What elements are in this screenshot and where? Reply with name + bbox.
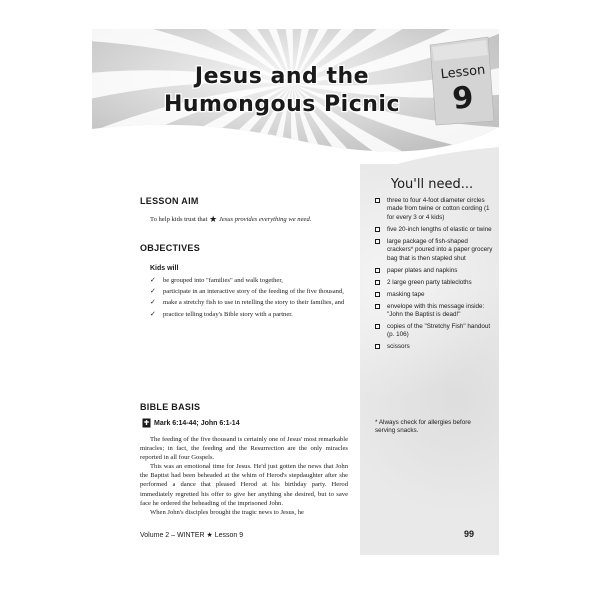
material-item [375,279,493,287]
material-text: scissors [387,343,410,351]
materials-list [375,197,493,355]
header-banner [92,29,499,164]
sidebar-wave [360,147,499,177]
lesson-tab [426,35,496,127]
objective-text: practice telling today's Bible story with a partner. [163,310,293,318]
material-text: large package of fish-shaped crackers* poured into a paper grocery bag that is then stapled shut [387,237,493,262]
material-text: three to four 4-foot diameter circles made from twine or cotton cording (1 for every 3 or 4 kids) [387,197,490,221]
checkmark-icon: ✓ [150,309,156,318]
material-item [375,267,493,275]
objective-item [150,276,350,285]
allergy-note: * Always check for allergies before serving snacks. [375,419,471,435]
checkbox-icon [375,280,380,285]
footer-volume: Volume 2 – WINTER ★ Lesson 9 [140,532,244,539]
material-item [375,238,493,263]
basis-paragraph: The feeding of the five thousand is certainly one of Jesus' most remarkable miracles; in fact, the feeding and the Resurrection are the only miracles reported in all four Gospels. [140,436,348,462]
basis-paragraph: When John's disciples brought the tragic news to Jesus, he [150,508,304,516]
material-text: 2 large green party tablecloths [387,278,472,286]
checkbox-icon [375,344,380,349]
star-icon: ★ [209,214,218,224]
checkmark-icon: ✓ [150,276,156,284]
material-text: copies of the "Stretchy Fish" handout (p. 106) [387,323,491,339]
material-text: five 20-inch lengths of elastic or twine [387,225,492,233]
objective-item [150,298,350,307]
checkbox-icon [375,198,380,203]
checkbox-icon [375,227,380,232]
checkbox-icon [375,292,380,297]
bible-basis-text [140,435,348,517]
objectives-heading: OBJECTIVES [140,243,201,253]
aim-prefix: To help kids trust that [150,216,208,223]
lesson-number: 9 [450,80,476,117]
objective-text: make a stretchy fish to use in retelling the story to their families, and [163,299,345,307]
objective-text: participate in an interactive story of the feeding of the five thousand, [163,288,344,296]
lesson-title [152,63,412,119]
lesson-label: Lesson [439,62,487,83]
checkbox-icon [375,268,380,273]
aim-italic: Jesus provides everything we need. [218,216,312,223]
objective-item [150,287,350,296]
objectives-list [150,276,350,321]
lesson-aim-text [150,214,311,225]
checkbox-icon [375,324,380,329]
material-item [375,197,493,222]
material-item [375,291,493,299]
basis-paragraph: This was an emotional time for Jesus. He'd just gotten the news that John the Baptist had been beheaded at the whim of Herod's stepdaughter after she performed a dance that pleased Herod at his birthday party. Herod immediately regretted his offer to give her anything she desired, but to save face he ordered the beheading of the imprisoned John. [140,463,348,507]
material-text: masking tape [387,290,425,298]
material-item [375,303,493,320]
bible-basis-heading: BIBLE BASIS [140,402,201,412]
material-item [375,226,493,234]
material-item [375,323,493,340]
lesson-aim-heading: LESSON AIM [140,196,199,206]
checkbox-icon [375,239,380,244]
lesson-page [92,29,499,555]
scripture-reference: Mark 6:14-44; John 6:1-14 [154,420,240,427]
title-line-1: Jesus and the [194,64,370,89]
checkbox-icon [375,304,380,309]
objectives-intro: Kids will [150,265,179,272]
checkmark-icon: ✓ [150,287,156,296]
material-text: envelope with this message inside: "John the Baptist is dead!" [387,302,485,319]
material-item [375,343,493,351]
bible-icon [142,418,151,428]
materials-heading: You'll need... [390,177,474,192]
objective-item [150,310,350,319]
checkmark-icon: ✓ [150,298,156,307]
material-text: paper plates and napkins [387,266,458,274]
objective-text: be grouped into "families" and walk together, [163,277,283,284]
page-number: 99 [464,529,475,539]
title-line-2: Humongous Picnic [163,92,400,117]
